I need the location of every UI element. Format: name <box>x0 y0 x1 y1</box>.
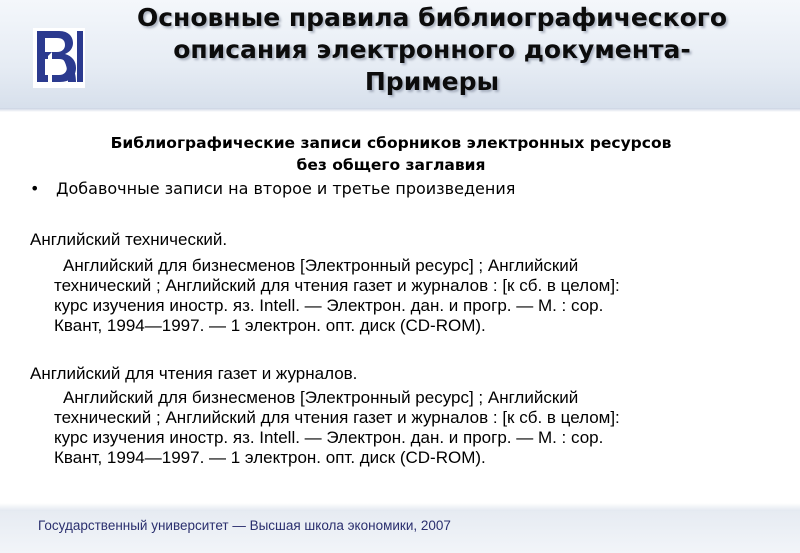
slide-footer <box>0 511 800 553</box>
entry-heading: Английский технический. <box>30 230 228 249</box>
entry-line: Английский для бизнесменов [Электронный ресурс] ; Английский <box>63 388 579 407</box>
entry-line: технический ; Английский для чтения газет и журналов : [к сб. в целом]: <box>54 408 620 427</box>
entry-block <box>30 364 790 468</box>
page-title <box>112 2 752 98</box>
bullet-item <box>30 178 515 200</box>
title-line: Основные правила библиографического <box>136 3 728 32</box>
bullet-text: Добавочные записи на второе и третье произведения <box>56 179 516 198</box>
subtitle-line: Библиографические записи сборников электронных ресурсов <box>110 134 672 152</box>
entry-heading: Английский для чтения газет и журналов. <box>30 364 358 383</box>
hse-logo-icon <box>33 28 85 88</box>
entry-line: Квант, 1994—1997. — 1 электрон. опт. диск (CD-ROM). <box>54 316 486 335</box>
footer-text: Государственный университет — Высшая школа экономики, 2007 <box>38 518 451 533</box>
header-divider <box>0 108 800 112</box>
section-subtitle <box>0 132 782 176</box>
entry-block <box>30 230 790 336</box>
entry-line: Английский для бизнесменов [Электронный ресурс] ; Английский <box>63 256 579 275</box>
entry-line: курс изучения иностр. яз. Intell. — Электрон. дан. и прогр. — М. : сор. <box>54 428 604 447</box>
title-line: Примеры <box>364 67 500 96</box>
entry-line: технический ; Английский для чтения газет и журналов : [к сб. в целом]: <box>54 276 620 295</box>
entry-line: курс изучения иностр. яз. Intell. — Электрон. дан. и прогр. — М. : сор. <box>54 296 604 315</box>
footer-divider <box>0 503 800 511</box>
entry-line: Квант, 1994—1997. — 1 электрон. опт. диск (CD-ROM). <box>54 448 486 467</box>
title-line: описания электронного документа- <box>173 35 691 64</box>
bullet-dot: • <box>30 179 40 198</box>
subtitle-line: без общего заглавия <box>296 156 486 174</box>
